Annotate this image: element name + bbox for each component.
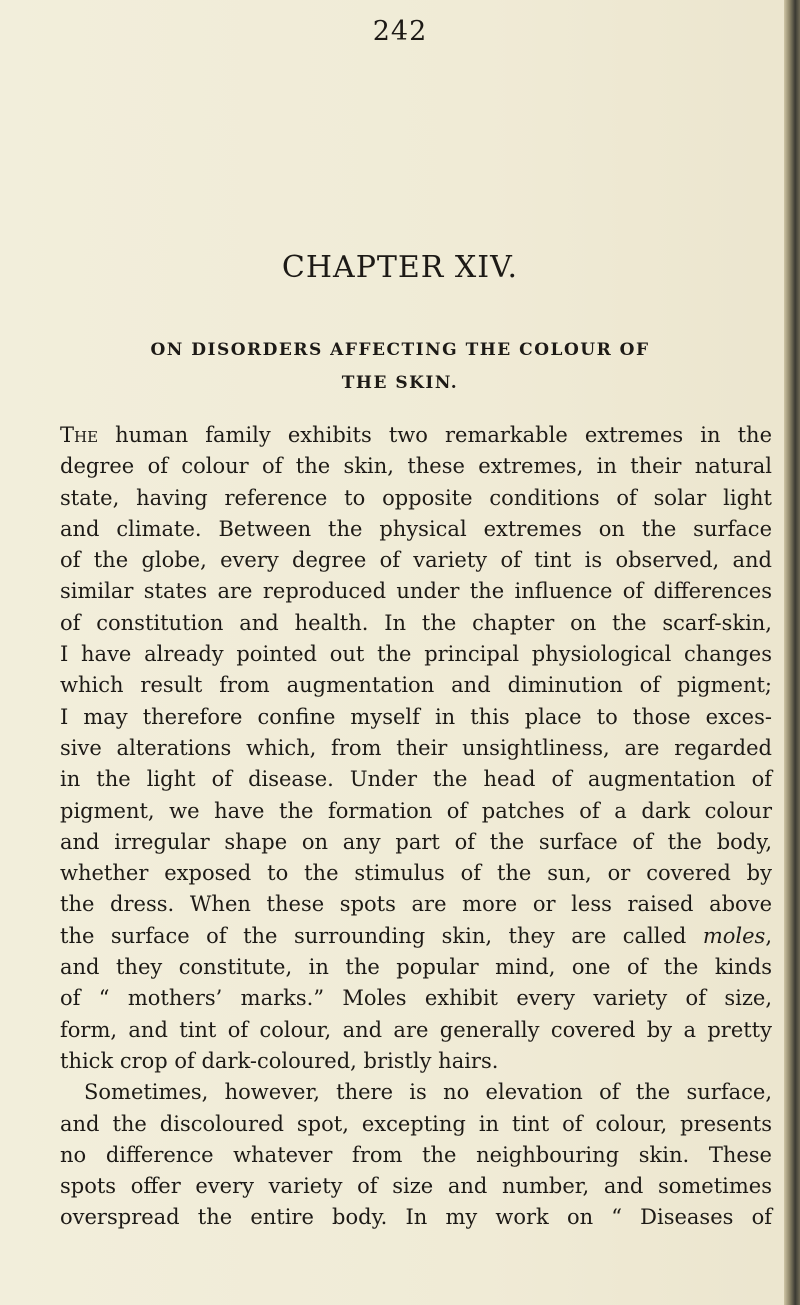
italic-term: moles [702,923,766,948]
page-number: 242 [372,16,428,47]
text-line: The human family exhibits two remarkable extremes in the [60,423,772,447]
chapter-subtitle-line-1: ON DISORDERS AFFECTING THE COLOUR OF [150,340,650,360]
text-line: Sometimes, however, there is no elevation of the surface, [84,1080,772,1105]
text-line: and irregular shape on any part of the surface of the body, [60,829,772,854]
text-line: whether exposed to the stimulus of the sun, or covered by [60,861,772,886]
text-line: in the light of disease. Under the head of augmentation of [60,767,772,792]
paragraph-1 [60,420,772,1077]
text-line: and the discoloured spot, excepting in tint of colour, presents [60,1111,772,1136]
text-line: pigment, we have the formation of patches of a dark colour [60,798,772,823]
text-line: state, having reference to opposite conditions of solar light [60,485,772,510]
text-line: overspread the entire body. In my work on “ Diseases of [60,1205,772,1230]
text-line: I may therefore confine myself in this place to those exces- [60,704,772,729]
text-line: no difference whatever from the neighbouring skin. These [60,1142,772,1167]
text-line: the surface of the surrounding skin, they are called moles, [60,923,772,948]
text-line: the dress. When these spots are more or less raised above [60,892,772,917]
chapter-subtitle-line-2: THE SKIN. [341,373,459,393]
text-line: of “ mothers’ marks.” Moles exhibit every variety of size, [60,986,772,1011]
text-line: thick crop of dark-coloured, bristly hairs. [60,1048,499,1073]
text-line: similar states are reproduced under the influence of differences [60,579,772,604]
drop-word: The [60,423,99,447]
text-line: degree of colour of the skin, these extremes, in their natural [60,454,772,479]
chapter-title: CHAPTER XIV. [281,250,519,285]
text-line: which result from augmentation and diminution of pigment; [60,673,772,698]
page-edge-shadow [784,0,800,1305]
text-line: and they constitute, in the popular mind, one of the kinds [60,955,772,980]
body-text [60,420,772,1234]
text-line: spots offer every variety of size and number, and sometimes [60,1174,772,1199]
text-line: sive alterations which, from their unsightliness, are regarded [60,735,772,760]
text-line: of constitution and health. In the chapter on the scarf-skin, [60,610,772,635]
text-line: and climate. Between the physical extremes on the surface [60,516,772,541]
chapter-subtitle [75,334,725,400]
text-line: form, and tint of colour, and are generally covered by a pretty [60,1017,772,1042]
text-line: of the globe, every degree of variety of tint is observed, and [60,548,772,573]
paragraph-2 [60,1077,772,1233]
text-line: I have already pointed out the principal physiological changes [60,642,772,667]
